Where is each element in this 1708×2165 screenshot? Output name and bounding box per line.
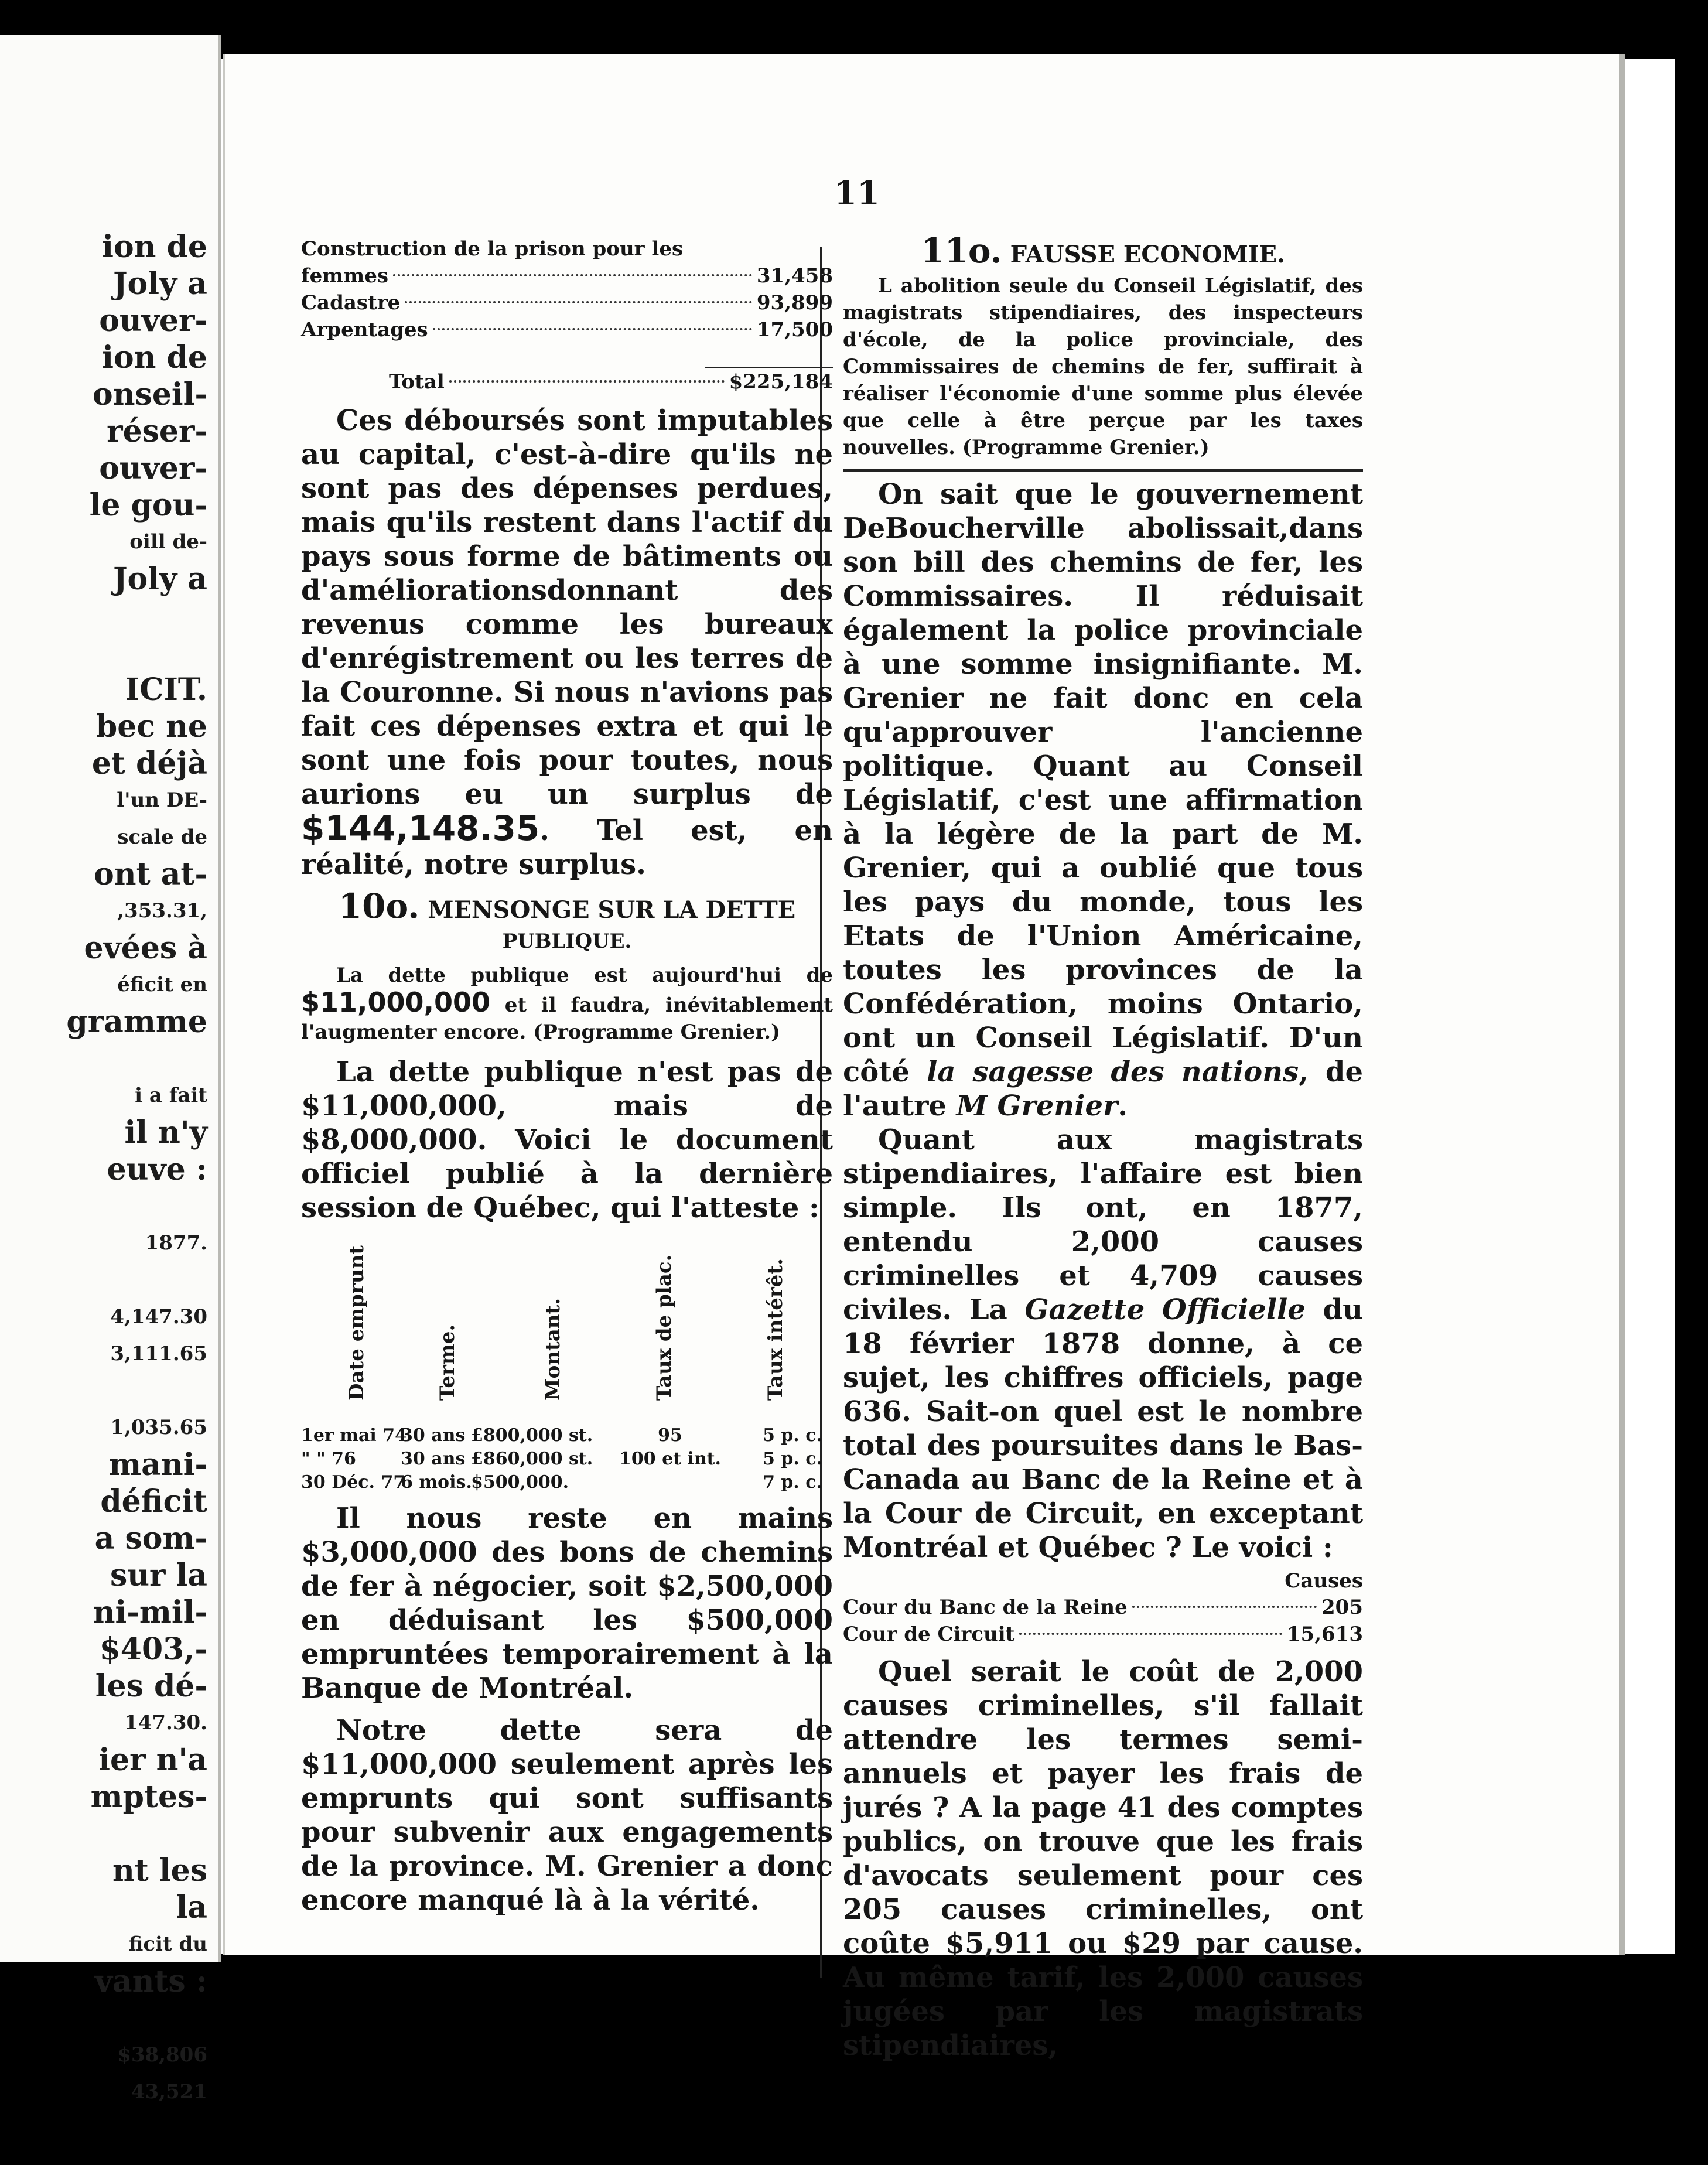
cost-label: femmes: [301, 264, 388, 288]
previous-page-line: $403,-: [99, 1631, 207, 1667]
column-header: Date emprunt: [345, 1245, 368, 1401]
previous-page-line: éficit en: [117, 973, 207, 996]
causes-row: [843, 1621, 1363, 1648]
table-row: [301, 1447, 833, 1471]
paragraph-capital-expenses: Ces déboursés sont imputables au capital, c'est-à-dire qu'ils ne sont pas des dépenses perdues, mais qu'ils restent dans l'actif du pays sous forme de bâtiments ou d'améliorationsdonnant des revenus comme les bureaux d'enrégistrement ou les terres de la Couronne. Si nous n'avions pas fait ces dépenses extra et qui le sont une fois pour toutes, nous aurions eu un surplus de $144,148.35. Tel est, en réalité, notre surplus.: [301, 404, 833, 881]
table-cell: 7 p. c.: [763, 1472, 822, 1493]
section-number: 11o.: [921, 231, 1002, 271]
previous-page-line: 147.30.: [124, 1711, 207, 1734]
cost-value: 17,500: [756, 318, 833, 342]
scan-border-top: [0, 0, 1708, 59]
previous-page-line: [66, 634, 207, 671]
section-heading-10: [301, 886, 833, 926]
previous-page-line: ier n'a: [98, 1742, 207, 1778]
previous-page-line: [66, 1372, 207, 1409]
paragraph-railway-bonds: Il nous reste en mains $3,000,000 des bons de chemins de fer à négocier, soit $2,500,000 en déduisant les $500,000 empruntées temporairement à la Banque de Montréal.: [301, 1502, 833, 1705]
previous-page-line: l'un DE-: [117, 788, 207, 812]
previous-page-line: les dé-: [95, 1668, 207, 1704]
table-cell: £860,000 st.: [471, 1449, 593, 1469]
section-rule: [843, 469, 1363, 472]
surplus-amount: $144,148.35: [301, 808, 540, 848]
table-cell: 1er mai 74: [301, 1425, 407, 1446]
previous-page-line: 1,035.65: [110, 1416, 207, 1439]
previous-page-line: ficit du: [128, 1932, 207, 1956]
section-subtitle: PUBLIQUE.: [502, 930, 632, 953]
previous-page-line: i a fait: [135, 1084, 207, 1107]
previous-page-line: et déjà: [91, 746, 207, 781]
paragraph-public-debt: La dette publique n'est pas de $11,000,000, mais de $8,000,000. Voici le document officiel publié à la dernière session de Québec, qui l'atteste :: [301, 1056, 833, 1224]
table-cell: 30 ans: [401, 1425, 466, 1446]
loan-table: [301, 1237, 833, 1494]
section-number: 10o.: [338, 886, 420, 926]
table-cell: $500,000.: [471, 1472, 569, 1493]
previous-page-line: Joly a: [112, 266, 207, 302]
table-cell: 5 p. c.: [763, 1449, 822, 1469]
previous-page-line: [66, 1815, 207, 1852]
total-label: Total: [389, 370, 445, 394]
previous-page-line: mptes-: [90, 1779, 207, 1815]
cost-item: [301, 316, 833, 343]
previous-page-line: $38,806: [117, 2043, 207, 2067]
previous-page-line: Joly a: [112, 561, 207, 597]
previous-page-line: a som-: [94, 1521, 207, 1556]
table-cell: 30 ans: [401, 1449, 466, 1469]
previous-page-line: scale de: [117, 825, 207, 849]
paragraph-debt-conclusion: Notre dette sera de $11,000,000 seulement après les emprunts qui sont suffisants pour subvenir aux engagements de la province. M. Grenier a donc encore manqué là à la vérité.: [301, 1714, 833, 1917]
table-row: [301, 1424, 833, 1447]
cost-item: [301, 289, 833, 316]
table-cell: 95: [658, 1425, 682, 1446]
previous-page-line: onseil-: [93, 377, 207, 412]
previous-page-line: [66, 1188, 207, 1225]
column-header: Terme.: [436, 1324, 459, 1401]
cost-value: 31,458: [756, 264, 833, 288]
cost-item: Construction de la prison pour les: [301, 237, 684, 261]
previous-page-line: [66, 1040, 207, 1077]
table-header: [301, 1237, 833, 1424]
cost-label: Cadastre: [301, 291, 401, 315]
previous-page-line: mani-: [109, 1447, 207, 1483]
court-label: Cour du Banc de la Reine: [843, 1596, 1128, 1619]
column-header: Taux de plac.: [653, 1254, 676, 1401]
right-column: [843, 231, 1363, 2062]
causes-value: 205: [1321, 1596, 1363, 1619]
table-cell: 100 et int.: [619, 1449, 721, 1469]
causes-row: [843, 1594, 1363, 1621]
previous-page-edge: [0, 35, 221, 2103]
previous-page-line: ICIT.: [125, 672, 207, 708]
previous-page-line: euve :: [107, 1152, 207, 1187]
document-page: [223, 54, 1625, 2062]
page-number: 11: [834, 174, 880, 213]
previous-page-line: ni-mil-: [93, 1594, 207, 1630]
previous-page-line: ouver-: [99, 450, 207, 486]
table-cell: " " 76: [301, 1449, 356, 1469]
total-value: $225,184: [729, 370, 833, 394]
previous-page-line: la: [176, 1890, 207, 1925]
cost-label: Arpentages: [301, 318, 428, 342]
previous-page-line: sur la: [110, 1558, 207, 1593]
previous-page-line: réser-: [107, 414, 207, 449]
previous-page-line: nt les: [112, 1853, 207, 1889]
previous-page-line: vants :: [94, 1963, 207, 1999]
scan-border-right: [1675, 0, 1708, 2165]
previous-page-line: oill de-: [129, 530, 207, 554]
cost-list: [301, 235, 833, 395]
table-cell: 6 mois.: [401, 1472, 472, 1493]
debt-amount: $11,000,000: [301, 986, 491, 1018]
previous-page-line: ,353.31,: [117, 899, 207, 923]
cost-item: [301, 262, 833, 289]
previous-page-line: déficit: [100, 1484, 207, 1519]
previous-page-line: gramme: [66, 1004, 207, 1040]
previous-page-line: [66, 597, 207, 634]
table-cell: 30 Déc. 77: [301, 1472, 406, 1493]
previous-page-line: ouver-: [99, 303, 207, 339]
cost-total: [389, 368, 833, 395]
table-row: [301, 1471, 833, 1494]
paragraph-legislative-council: On sait que le gouvernement DeBoucherville abolissait,dans son bill des chemins de fer, les Commissaires. Il réduisait également la police provinciale à une somme insignifiante. M. Grenier ne fait donc en cela qu'approuver l'ancienne politique. Quant au Conseil Législatif, c'est une affirmation à la légère de la part de M. Grenier, qui a oublié que tous les pays du monde, tous les Etats de l'Union Américaine, toutes les provinces de la Confédération, moins Ontario, ont un Conseil Législatif. D'un côté la sagesse des nations, de l'autre M Grenier.: [843, 478, 1363, 1122]
paragraph-magistrates: Quant aux magistrats stipendiaires, l'affaire est bien simple. Ils ont, en 1877, entendu 2,000 causes criminelles et 4,709 causes civiles. La Gazette Officielle du 18 février 1878 donne, à ce sujet, les chiffres officiels, page 636. Sait-on quel est le nombre total des poursuites dans le Bas-Canada au Banc de la Reine et à la Cour de Circuit, en exceptant Montréal et Québec ? Le voici :: [843, 1124, 1363, 1564]
previous-page-line: ion de: [102, 229, 207, 265]
causes-value: 15,613: [1286, 1623, 1363, 1646]
previous-page-line: ion de: [102, 340, 207, 375]
previous-page-line: 3,111.65: [110, 1342, 207, 1365]
court-label: Cour de Circuit: [843, 1623, 1015, 1646]
total-rule: [705, 343, 833, 368]
paragraph-cost-of-causes: Quel serait le coût de 2,000 causes criminelles, s'il fallait attendre les termes semi-annuels et payer les frais de jurés ? A la page 41 des comptes publics, on trouve que les frais d'avocats seulement pour ces 205 causes criminelles, ont coûte $5,911 ou $29 par cause. Au même tarif, les 2,000 causes jugées par les magistrats stipendiaires,: [843, 1655, 1363, 2062]
leader-dots: [433, 328, 752, 330]
section-title: FAUSSE ECONOMIE.: [1010, 241, 1285, 268]
quote-programme-grenier: L abolition seule du Conseil Législatif, des magistrats stipendiaires, des inspecteurs d'école, de la police provinciale, des Commissaires de chemins de fer, suffirait à réaliser l'économie d'une somme plus élevée que celle à être perçue par les taxes nouvelles. (Programme Grenier.): [843, 274, 1363, 459]
leader-dots: [393, 274, 752, 276]
table-cell: 5 p. c.: [763, 1425, 822, 1446]
section-heading-11: [843, 231, 1363, 271]
previous-page-line: le gou-: [89, 487, 207, 523]
quote-programme-grenier: La dette publique est aujourd'hui de $11,000,000 et il faudra, inévitablement l'augmenter encore. (Programme Grenier.): [301, 964, 833, 1044]
leader-dots: [1132, 1606, 1317, 1608]
section-title: MENSONGE SUR LA DETTE: [428, 896, 796, 924]
table-cell: [612, 1471, 729, 1494]
cost-value: 93,899: [756, 291, 833, 315]
previous-page-line: [66, 1262, 207, 1299]
previous-page-line: 1877.: [145, 1231, 207, 1255]
column-header: Taux intérêt.: [764, 1258, 787, 1401]
causes-table: [843, 1568, 1363, 1648]
previous-page-line: 43,521: [131, 2080, 207, 2103]
causes-header: Causes: [1285, 1569, 1363, 1593]
previous-page-line: ont at-: [94, 856, 207, 892]
leader-dots: [1019, 1633, 1282, 1635]
left-column: [301, 235, 833, 1917]
table-cell: £800,000 st.: [471, 1425, 593, 1446]
leader-dots: [449, 380, 725, 383]
previous-page-line: il n'y: [124, 1115, 207, 1150]
column-header: Montant.: [541, 1297, 565, 1401]
previous-page-line: [66, 2000, 207, 2037]
previous-page-line: evées à: [84, 930, 207, 966]
previous-page-line: 4,147.30: [110, 1305, 207, 1329]
previous-page-line: bec ne: [95, 709, 207, 745]
previous-page-text: [66, 228, 207, 2111]
leader-dots: [405, 301, 752, 303]
